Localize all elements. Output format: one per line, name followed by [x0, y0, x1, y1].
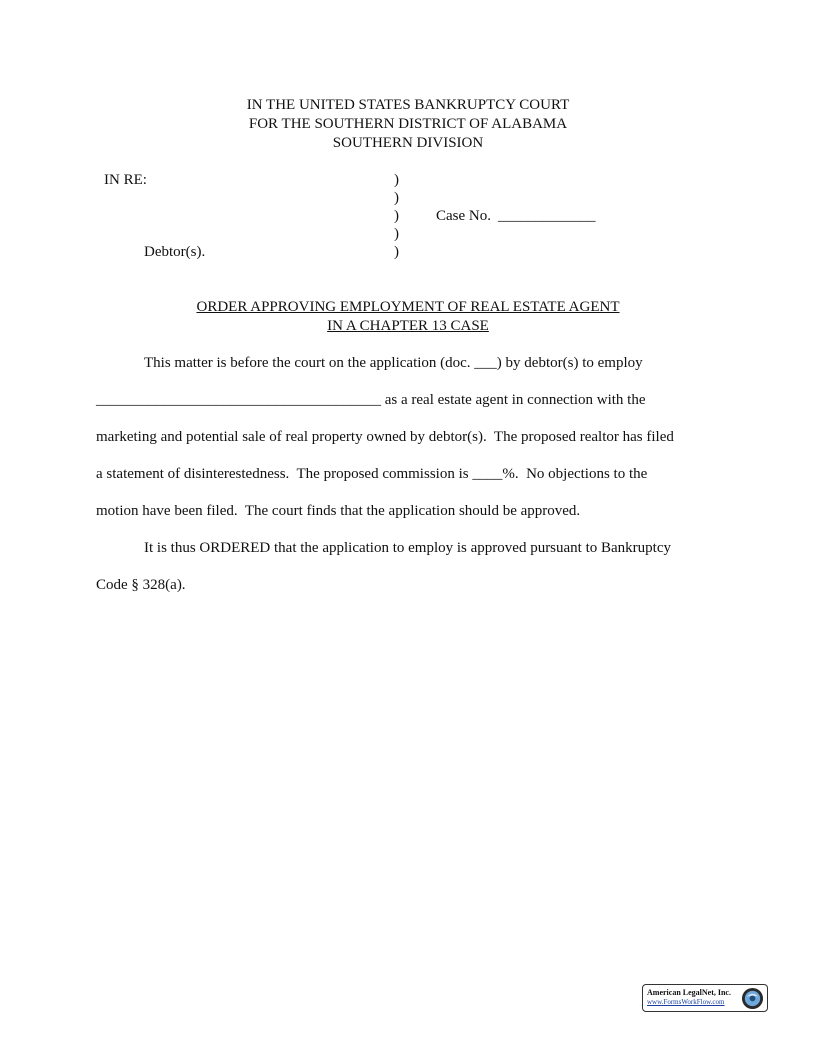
body-text-line: Code § 328(a). — [96, 577, 186, 593]
caption-paren: ) — [394, 190, 399, 206]
body-text-line: motion have been filed. The court finds that the application should be approved. — [96, 503, 581, 519]
court-division: SOUTHERN DIVISION — [332, 135, 484, 151]
body-text-line: marketing and potential sale of real property owned by debtor(s). The proposed realtor has filed — [96, 429, 674, 445]
court-name: IN THE UNITED STATES BANKRUPTCY COURT — [246, 97, 570, 113]
debtor-label: Debtor(s). — [144, 244, 206, 260]
body-text-line: This matter is before the court on the application (doc. ___) by debtor(s) to employ — [144, 355, 643, 371]
vendor-company: American LegalNet, Inc. — [647, 988, 731, 997]
caption-paren: ) — [394, 226, 399, 242]
caption-paren: ) — [394, 208, 399, 224]
body-text-line: ______________________________________ as a real estate agent in connection with the — [96, 392, 646, 408]
case-number-blank[interactable]: _____________ — [498, 208, 596, 224]
caption-paren: ) — [394, 244, 399, 260]
caption-paren: ) — [394, 172, 399, 188]
vendor-url[interactable]: www.FormsWorkFlow.com — [647, 998, 725, 1006]
in-re-label: IN RE: — [104, 172, 147, 188]
court-district: FOR THE SOUTHERN DISTRICT OF ALABAMA — [248, 116, 568, 132]
vendor-logo[interactable] — [642, 984, 768, 1012]
order-title-line2: IN A CHAPTER 13 CASE — [327, 318, 489, 334]
body-text-line: a statement of disinterestedness. The proposed commission is ____%. No objections to the — [96, 466, 648, 482]
body-text-line: It is thus ORDERED that the application to employ is approved pursuant to Bankruptcy — [144, 540, 671, 556]
order-title — [0, 298, 816, 317]
case-number-label: Case No. — [436, 208, 491, 224]
order-title-line1: ORDER APPROVING EMPLOYMENT OF REAL ESTATE AGENT — [196, 299, 620, 315]
globe-icon — [741, 987, 764, 1010]
order-subtitle — [0, 317, 816, 336]
